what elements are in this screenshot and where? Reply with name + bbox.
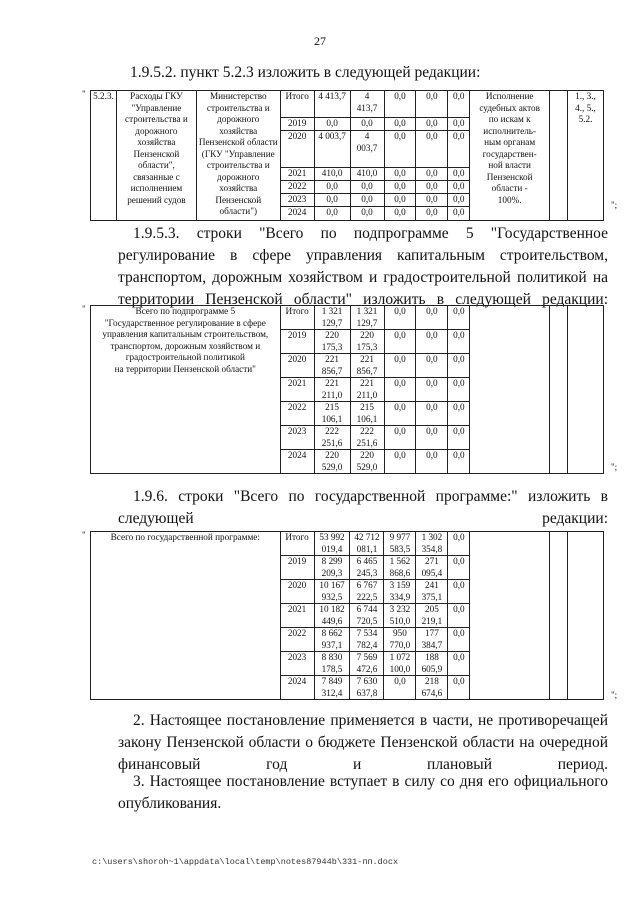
value-cell: 0,0: [384, 426, 416, 450]
value-cell: 0,0: [384, 131, 416, 168]
paragraph-3: 3. Настоящее постановление вступает в силу со дня его официального опубликования.: [118, 773, 608, 812]
value-cell: 1 321 129,7: [314, 306, 350, 330]
value-cell: 7 569 472,6: [350, 652, 384, 676]
value-cell: 221 856,7: [350, 354, 384, 378]
page-number: 27: [314, 34, 326, 48]
quote-close-1: ";: [611, 200, 618, 210]
value-cell: 0,0: [448, 168, 470, 181]
footer-file-path: c:\users\shoroh~1\appdata\local\temp\notes87944b\331-пп.docx: [92, 857, 399, 867]
value-cell: 0,0: [416, 378, 448, 402]
year-cell: 2020: [280, 580, 314, 604]
value-cell: 4 003,7: [350, 131, 384, 168]
value-cell: 220 529,0: [350, 450, 384, 474]
value-cell: 6 465 245,3: [350, 556, 384, 580]
value-cell: 0,0: [384, 91, 416, 118]
paragraph-1-9-5-2: 1.9.5.2. пункт 5.2.3 изложить в следующей редакции:: [130, 64, 481, 81]
value-cell: 7 534 782,4: [350, 628, 384, 652]
year-cell: 2019: [280, 118, 314, 131]
value-cell: 0,0: [416, 207, 448, 221]
value-cell: 0,0: [448, 402, 470, 426]
value-cell: 215 106,1: [314, 402, 350, 426]
quote-close-2: ";: [611, 462, 618, 472]
empty-cell: [470, 306, 550, 474]
value-cell: 0,0: [384, 378, 416, 402]
value-cell: 0,0: [448, 330, 470, 354]
value-cell: 222 251,6: [314, 426, 350, 450]
value-cell: 0,0: [448, 628, 470, 652]
value-cell: 0,0: [416, 91, 448, 118]
value-cell: 0,0: [384, 118, 416, 131]
value-cell: 0,0: [448, 194, 470, 207]
value-cell: 7 630 637,8: [350, 676, 384, 700]
value-cell: 0,0: [416, 402, 448, 426]
empty-cell: [550, 532, 568, 700]
value-cell: 220 175,3: [314, 330, 350, 354]
value-cell: 205 219,1: [416, 604, 448, 628]
year-cell: Итого: [280, 306, 314, 330]
empty-cell: [550, 91, 568, 221]
value-cell: 4 413,7: [350, 91, 384, 118]
value-cell: 0,0: [448, 181, 470, 194]
paragraph-2: 2. Настоящее постановление применяется в части, не противоречащей закону Пензенской области о бюджете Пензенской области на очередной финансовый год и плановый период.: [118, 712, 608, 773]
value-cell: 0,0: [448, 532, 470, 556]
value-cell: 0,0: [448, 131, 470, 168]
value-cell: 220 529,0: [314, 450, 350, 474]
year-cell: 2024: [280, 450, 314, 474]
value-cell: 0,0: [350, 118, 384, 131]
year-cell: 2021: [280, 168, 314, 181]
value-cell: 6 767 222,5: [350, 580, 384, 604]
year-cell: 2023: [280, 426, 314, 450]
value-cell: 1 562 868,6: [384, 556, 416, 580]
value-cell: 0,0: [384, 450, 416, 474]
year-cell: 2022: [280, 181, 314, 194]
year-cell: 2022: [280, 402, 314, 426]
value-cell: 0,0: [384, 330, 416, 354]
value-cell: 0,0: [350, 181, 384, 194]
value-cell: 8 299 209,3: [314, 556, 350, 580]
value-cell: 42 712 081,1: [350, 532, 384, 556]
empty-cell: [550, 306, 568, 474]
value-cell: 177 384,7: [416, 628, 448, 652]
value-cell: 0,0: [416, 181, 448, 194]
quote-open-3: ": [82, 530, 86, 540]
table-subprogram-5: [90, 305, 604, 474]
value-cell: 0,0: [448, 306, 470, 330]
value-cell: 218 674,6: [416, 676, 448, 700]
value-cell: 6 744 720,5: [350, 604, 384, 628]
year-cell: 2020: [280, 131, 314, 168]
value-cell: 8 830 178,5: [314, 652, 350, 676]
value-cell: 4 003,7: [314, 131, 350, 168]
paragraph-1-9-5-3: 1.9.5.3. строки "Всего по подпрограмме 5 "Государственное регулирование в сфере управления капитальным строительством, транспортом, дорожным хозяйством и градостроительной политикой на территории Пензенской области" изложить в следующей редакции:: [118, 225, 608, 308]
value-cell: 0,0: [448, 378, 470, 402]
value-cell: 0,0: [448, 118, 470, 131]
value-cell: 221 211,0: [314, 378, 350, 402]
total-label: Всего по государственной программе:: [91, 532, 281, 700]
value-cell: 0,0: [416, 131, 448, 168]
value-cell: 0,0: [416, 330, 448, 354]
value-cell: 0,0: [448, 580, 470, 604]
year-cell: 2023: [280, 652, 314, 676]
reference-numbers: 1., 3., 4., 5., 5.2.: [568, 91, 604, 221]
value-cell: 0,0: [350, 207, 384, 221]
value-cell: 220 175,3: [350, 330, 384, 354]
value-cell: 0,0: [384, 207, 416, 221]
value-cell: 0,0: [448, 450, 470, 474]
value-cell: 0,0: [384, 194, 416, 207]
year-cell: 2024: [280, 676, 314, 700]
value-cell: 0,0: [314, 207, 350, 221]
value-cell: 10 182 449,6: [314, 604, 350, 628]
item-number: 5.2.3.: [91, 91, 117, 221]
value-cell: 0,0: [448, 91, 470, 118]
result-indicator: Исполнение судебных актов по искам к исполнитель- ным органам государствен- ной власти Пензенской области - 100%.: [470, 91, 550, 221]
value-cell: 4 413,7: [314, 91, 350, 118]
value-cell: 0,0: [416, 194, 448, 207]
value-cell: 0,0: [448, 354, 470, 378]
value-cell: 410,0: [314, 168, 350, 181]
quote-close-3: ";: [611, 690, 618, 700]
value-cell: 0,0: [384, 181, 416, 194]
year-cell: 2019: [280, 556, 314, 580]
table-state-program-total: [90, 531, 604, 700]
value-cell: 1 302 354,8: [416, 532, 448, 556]
value-cell: 0,0: [416, 354, 448, 378]
year-cell: 2021: [280, 604, 314, 628]
value-cell: 1 321 129,7: [350, 306, 384, 330]
empty-cell: [568, 532, 604, 700]
value-cell: 7 849 312,4: [314, 676, 350, 700]
value-cell: 241 375,1: [416, 580, 448, 604]
value-cell: 0,0: [350, 194, 384, 207]
value-cell: 10 167 932,5: [314, 580, 350, 604]
year-cell: 2020: [280, 354, 314, 378]
value-cell: 0,0: [448, 604, 470, 628]
value-cell: 0,0: [314, 118, 350, 131]
year-cell: 2023: [280, 194, 314, 207]
year-cell: 2019: [280, 330, 314, 354]
value-cell: 410,0: [350, 168, 384, 181]
value-cell: 0,0: [384, 306, 416, 330]
value-cell: 1 072 100,0: [384, 652, 416, 676]
value-cell: 53 992 019,4: [314, 532, 350, 556]
total-label: Всего по подпрограмме 5 "Государственное регулирование в сфере управления капитальным строительством, транспортом, дорожным хозяйством и градостроительной политикой на территории Пензенской области": [91, 306, 281, 474]
value-cell: 0,0: [448, 207, 470, 221]
value-cell: 271 095,4: [416, 556, 448, 580]
year-cell: 2021: [280, 378, 314, 402]
value-cell: 0,0: [448, 676, 470, 700]
value-cell: 0,0: [416, 450, 448, 474]
value-cell: 0,0: [384, 354, 416, 378]
table-row: [91, 532, 604, 556]
value-cell: 215 106,1: [350, 402, 384, 426]
year-cell: Итого: [280, 91, 314, 118]
value-cell: 3 232 510,0: [384, 604, 416, 628]
table-row: [91, 91, 604, 118]
value-cell: 0,0: [416, 306, 448, 330]
value-cell: 9 977 583,5: [384, 532, 416, 556]
value-cell: 188 605,9: [416, 652, 448, 676]
table-row: [91, 306, 604, 330]
value-cell: 0,0: [416, 168, 448, 181]
empty-cell: [568, 306, 604, 474]
value-cell: 0,0: [314, 181, 350, 194]
quote-open-2: ": [82, 304, 86, 314]
value-cell: 0,0: [416, 426, 448, 450]
item-name: Расходы ГКУ "Управление строительства и дорожного хозяйства Пензенской области", связанные с исполнением решений судов: [116, 91, 196, 221]
value-cell: 0,0: [448, 556, 470, 580]
value-cell: 8 662 937,1: [314, 628, 350, 652]
empty-cell: [470, 532, 550, 700]
year-cell: Итого: [280, 532, 314, 556]
value-cell: 0,0: [384, 402, 416, 426]
year-cell: 2022: [280, 628, 314, 652]
value-cell: 0,0: [448, 426, 470, 450]
paragraph-1-9-6: 1.9.6. строки "Всего по государственной программе:" изложить в следующей редакции:: [118, 488, 608, 527]
value-cell: 0,0: [448, 652, 470, 676]
value-cell: 0,0: [384, 168, 416, 181]
value-cell: 222 251,6: [350, 426, 384, 450]
value-cell: 221 856,7: [314, 354, 350, 378]
quote-open-1: ": [82, 89, 86, 99]
value-cell: 0,0: [416, 118, 448, 131]
table-item-5-2-3: [90, 90, 604, 221]
year-cell: 2024: [280, 207, 314, 221]
responsible-ministry: Министерство строительства и дорожного хозяйства Пензенской области (ГКУ "Управление строительства и дорожного хозяйства Пензенской области"): [196, 91, 280, 221]
value-cell: 221 211,0: [350, 378, 384, 402]
value-cell: 3 159 334,9: [384, 580, 416, 604]
value-cell: 0,0: [384, 676, 416, 700]
value-cell: 0,0: [314, 194, 350, 207]
value-cell: 950 770,0: [384, 628, 416, 652]
